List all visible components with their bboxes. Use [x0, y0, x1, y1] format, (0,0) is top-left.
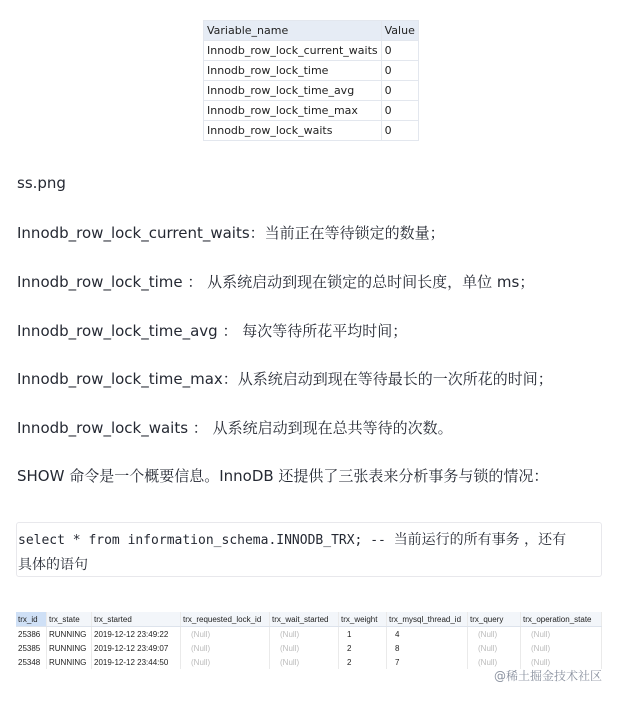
code-comment: 当前运行的所有事务 ，还有 — [393, 532, 567, 548]
table-row — [204, 61, 419, 81]
trx-started-cell: 2019-12-12 23:49:22 — [92, 627, 181, 642]
code-sql: select * from information_schema.INNODB_TRX; — [18, 533, 363, 548]
variable-table — [203, 20, 419, 141]
trx-weight-cell: 2 — [339, 641, 387, 655]
table-row — [204, 41, 419, 61]
column-header: trx_operation_state — [521, 612, 602, 627]
trx-weight-cell: 2 — [339, 655, 387, 669]
trx-requested-lock-id-cell: (Null) — [181, 641, 270, 655]
trx-started-cell: 2019-12-12 23:49:07 — [92, 641, 181, 655]
code-comment-prefix: -- — [362, 533, 394, 548]
variable-table-header — [204, 21, 419, 41]
trx-started-cell: 2019-12-12 23:44:50 — [92, 655, 181, 669]
trx-query-cell: (Null) — [468, 641, 521, 655]
column-header: trx_state — [47, 612, 92, 627]
variable-name-cell: Innodb_row_lock_time_avg — [204, 81, 382, 101]
paragraph-lock-time-max: Innodb_row_lock_time_max：从系统启动到现在等待最长的一次所花的时间； — [17, 370, 553, 388]
paragraph-lock-time-avg: Innodb_row_lock_time_avg ： 每次等待所花平均时间； — [17, 322, 408, 340]
table-row — [204, 81, 419, 101]
trx-query-cell: (Null) — [468, 655, 521, 669]
trx-id-cell: 25385 — [16, 641, 47, 655]
column-header: trx_wait_started — [270, 612, 339, 627]
variable-name-cell: Innodb_row_lock_current_waits — [204, 41, 382, 61]
code-block[interactable] — [16, 522, 602, 577]
paragraph-current-waits: Innodb_row_lock_current_waits：当前正在等待锁定的数量； — [17, 224, 445, 242]
trx-operation-state-cell: (Null) — [521, 641, 602, 655]
trx-mysql-thread-id-cell: 4 — [387, 627, 468, 642]
trx-requested-lock-id-cell: (Null) — [181, 655, 270, 669]
trx-table — [16, 612, 602, 669]
column-header: trx_mysql_thread_id — [387, 612, 468, 627]
trx-id-cell: 25386 — [16, 627, 47, 642]
trx-wait-started-cell: (Null) — [270, 655, 339, 669]
trx-state-cell: RUNNING — [47, 655, 92, 669]
trx-operation-state-cell: (Null) — [521, 655, 602, 669]
table-row — [204, 121, 419, 141]
trx-operation-state-cell: (Null) — [521, 627, 602, 642]
trx-state-cell: RUNNING — [47, 627, 92, 642]
column-header: Value — [381, 21, 418, 41]
trx-weight-cell: 1 — [339, 627, 387, 642]
column-header: trx_query — [468, 612, 521, 627]
column-header: trx_id — [16, 612, 47, 627]
column-header: trx_started — [92, 612, 181, 627]
image-caption: ss.png — [17, 174, 66, 192]
variable-value-cell: 0 — [381, 121, 418, 141]
variable-value-cell: 0 — [381, 41, 418, 61]
variable-value-cell: 0 — [381, 81, 418, 101]
table-row — [16, 641, 602, 655]
variable-value-cell: 0 — [381, 101, 418, 121]
variable-name-cell: Innodb_row_lock_time_max — [204, 101, 382, 121]
variable-name-cell: Innodb_row_lock_time — [204, 61, 382, 81]
trx-query-cell: (Null) — [468, 627, 521, 642]
trx-mysql-thread-id-cell: 7 — [387, 655, 468, 669]
code-line — [18, 553, 601, 578]
trx-wait-started-cell: (Null) — [270, 641, 339, 655]
column-header: Variable_name — [204, 21, 382, 41]
trx-id-cell: 25348 — [16, 655, 47, 669]
trx-wait-started-cell: (Null) — [270, 627, 339, 642]
trx-state-cell: RUNNING — [47, 641, 92, 655]
trx-table-header — [16, 612, 602, 627]
trx-requested-lock-id-cell: (Null) — [181, 627, 270, 642]
paragraph-lock-time: Innodb_row_lock_time ： 从系统启动到现在锁定的总时间长度，单位 ms； — [17, 273, 535, 291]
paragraph-show-command: SHOW 命令是一个概要信息。InnoDB 还提供了三张表来分析事务与锁的情况： — [17, 467, 549, 485]
code-line — [18, 528, 601, 553]
variable-value-cell: 0 — [381, 61, 418, 81]
table-row — [16, 627, 602, 642]
watermark: @稀土掘金技术社区 — [493, 669, 602, 683]
variable-name-cell: Innodb_row_lock_waits — [204, 121, 382, 141]
column-header: trx_requested_lock_id — [181, 612, 270, 627]
paragraph-lock-waits: Innodb_row_lock_waits ： 从系统启动到现在总共等待的次数。 — [17, 419, 453, 437]
table-row — [204, 101, 419, 121]
code-comment-continued: 具体的语句 — [18, 557, 88, 573]
trx-mysql-thread-id-cell: 8 — [387, 641, 468, 655]
column-header: trx_weight — [339, 612, 387, 627]
